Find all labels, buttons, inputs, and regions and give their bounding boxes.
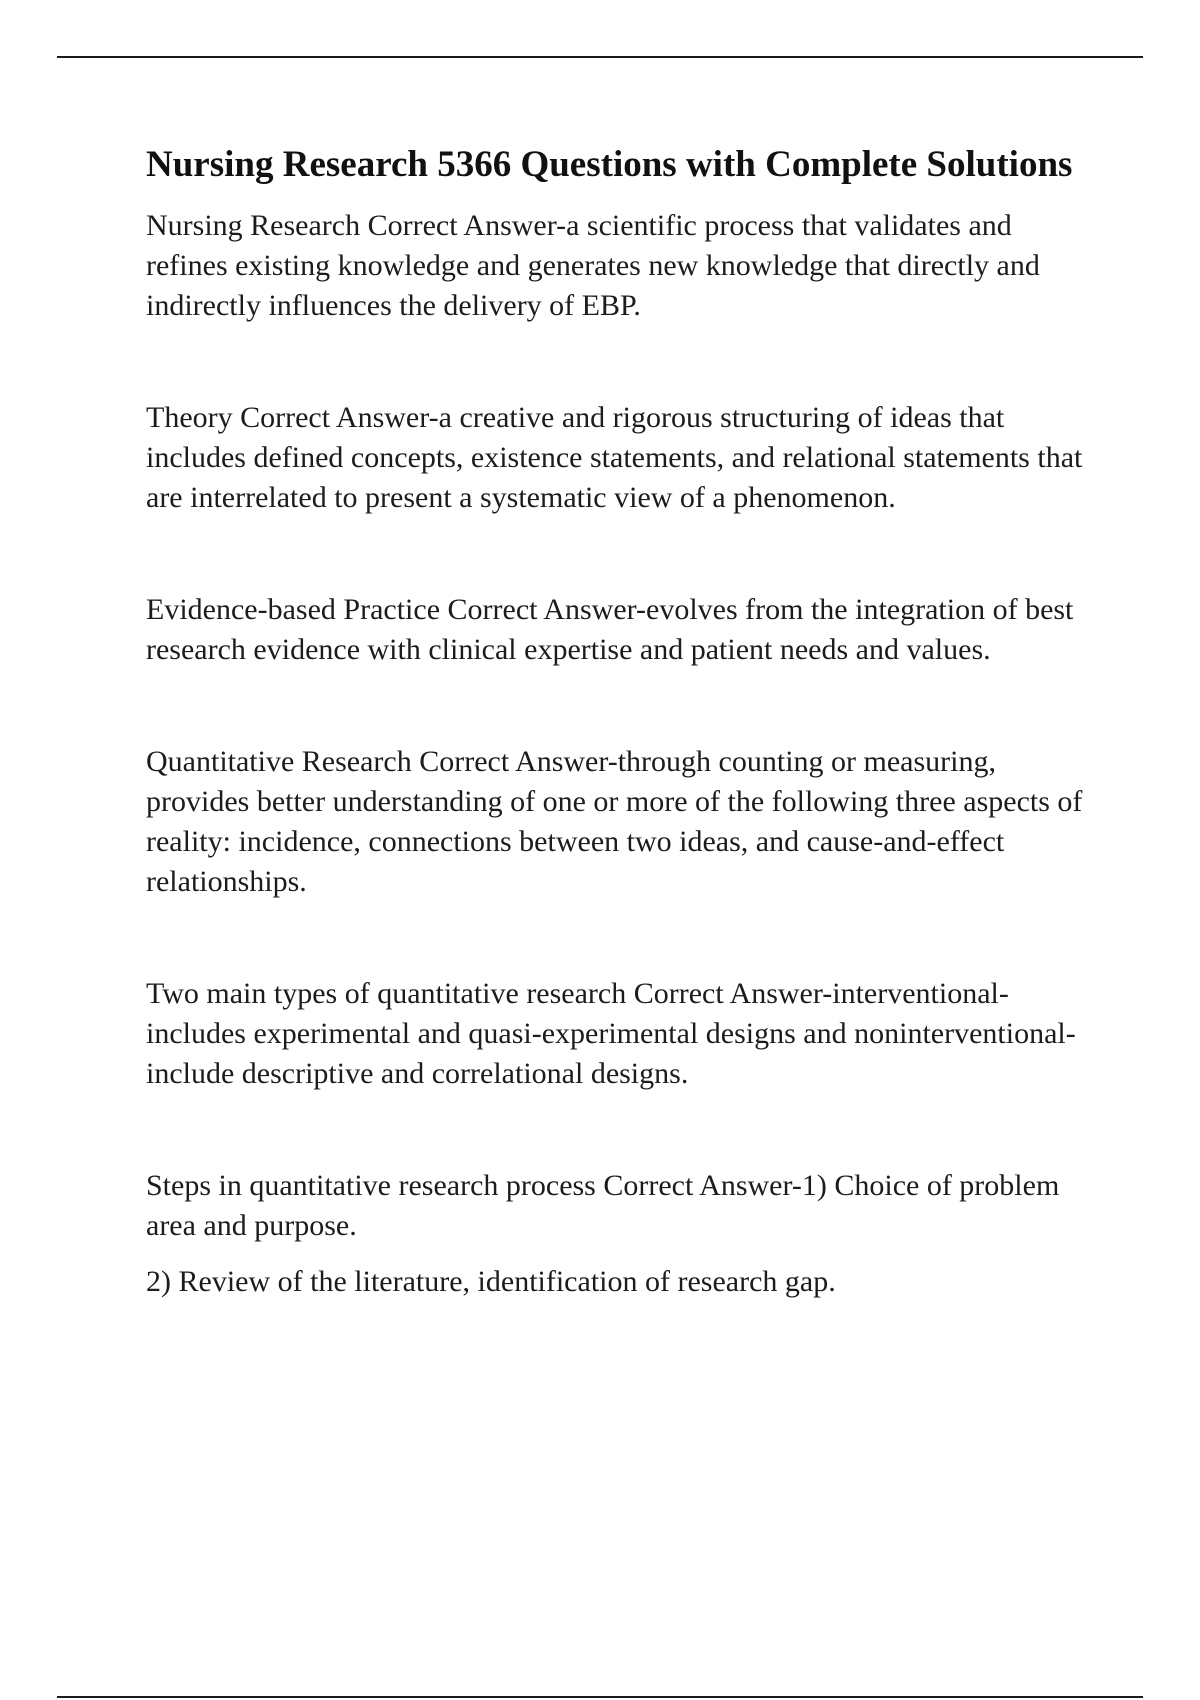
qa-entry-step: 2) Review of the literature, identification of research gap.	[146, 1265, 836, 1298]
qa-entry-text: Nursing Research Correct Answer-a scientific process that validates and refines existing knowledge and generates new knowledge that directly and indirectly influences the delivery of EBP.	[146, 209, 1040, 322]
qa-entry	[146, 974, 1096, 1094]
page-content	[146, 140, 1096, 1302]
qa-entry	[146, 1166, 1096, 1302]
qa-entry-text: Quantitative Research Correct Answer-through counting or measuring, provides better understanding of one or more of the following three aspects of reality: incidence, connections between two ideas, and cause-and-effect relationships.	[146, 745, 1083, 898]
document-title: Nursing Research 5366 Questions with Complete Solutions	[146, 144, 1073, 185]
top-rule	[57, 56, 1143, 58]
qa-entry-text: Theory Correct Answer-a creative and rigorous structuring of ideas that includes defined concepts, existence statements, and relational statements that are interrelated to present a systematic view of a phenomenon.	[146, 401, 1083, 514]
qa-entry-text: Evidence-based Practice Correct Answer-evolves from the integration of best research evidence with clinical expertise and patient needs and values.	[146, 593, 1074, 666]
qa-entry	[146, 206, 1096, 326]
qa-entry	[146, 398, 1096, 518]
qa-entry	[146, 590, 1096, 670]
qa-entry-text: Two main types of quantitative research Correct Answer-interventional-includes experimental and quasi-experimental designs and noninterventional-include descriptive and correlational designs.	[146, 977, 1076, 1090]
bottom-rule	[57, 1696, 1143, 1698]
qa-entry	[146, 742, 1096, 902]
qa-entry-text: Steps in quantitative research process Correct Answer-1) Choice of problem area and purpose.	[146, 1169, 1060, 1242]
